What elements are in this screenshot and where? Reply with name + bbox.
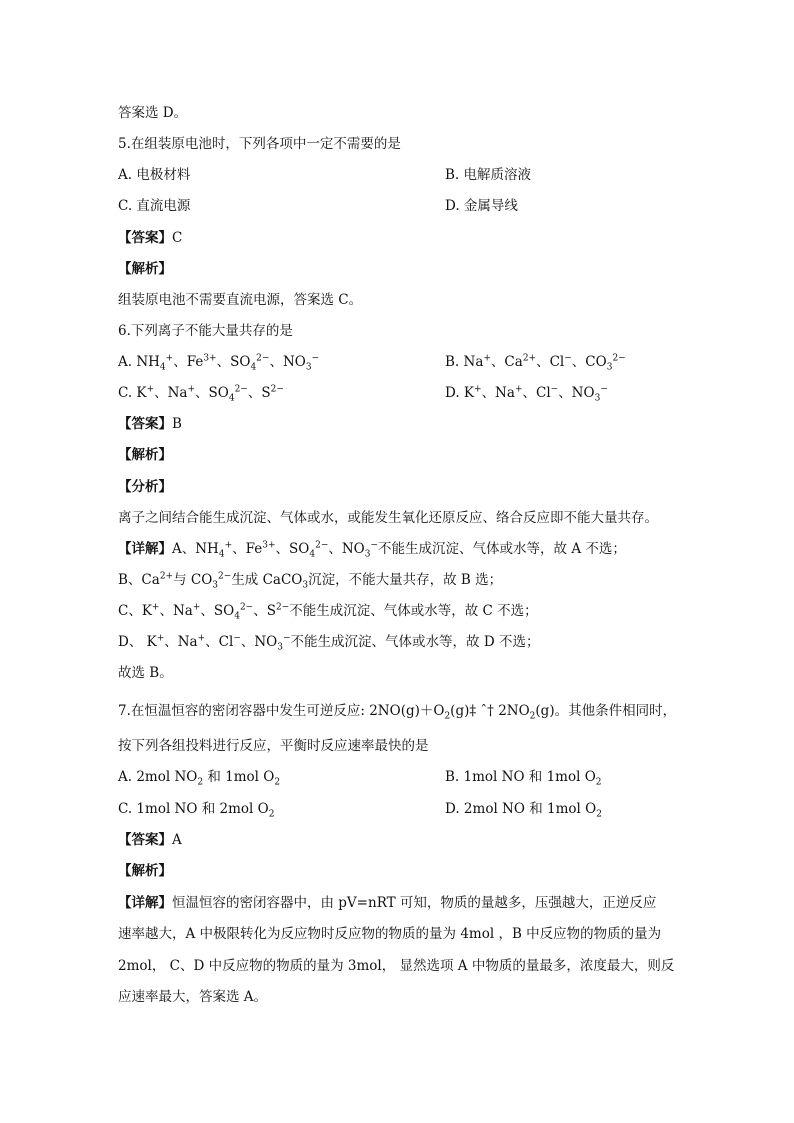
q5-stem: 5.在组装原电池时，下列各项中一定不需要的是 bbox=[118, 136, 401, 152]
q5-option-c: C. 直流电源 bbox=[118, 198, 191, 214]
fenxi-tag: 【分析】 bbox=[118, 479, 172, 495]
answer-value: C bbox=[172, 230, 183, 246]
answer-tag: 【答案】 bbox=[118, 832, 172, 848]
q6-option-b: B. Na+、$Ca^{2+}$、Cl−、$CO_3^{2-}$ bbox=[445, 353, 626, 373]
q6-option-c: C. K+、Na+、$SO_4^{2-}$、$S^{2-}$ bbox=[118, 384, 284, 404]
q7-detail-line-2: 速率越大，A 中极限转化为反应物时反应物的物质的量为 4mol ，B 中反应物的物质的量为 bbox=[118, 926, 662, 942]
q7-detail-line-3: 2mol， C、D 中反应物的物质的量为 3mol， 显然选项 A 中物质的量最多，浓度最大，则反 bbox=[118, 958, 675, 974]
equilibrium-arrow: ‡ ˆ† bbox=[469, 703, 494, 719]
answer-value: B bbox=[172, 416, 182, 432]
q6-detail-b: B、$Ca^{2+}$与 $CO_3^{2-}$生成 CaCO$_3$沉淀，不能大量共存，故 B 选； bbox=[118, 571, 503, 591]
q5-analysis-tag bbox=[118, 259, 172, 279]
previous-answer: 答案选 D。 bbox=[118, 105, 188, 121]
q6-option-d: D. K+、Na+、Cl−、$NO_3^-$ bbox=[445, 384, 608, 404]
q7-answer bbox=[118, 830, 182, 850]
q6-detail-a: 【详解】A、$NH_4^+$、$Fe^{3+}$、$SO_4^{2-}$、$NO_3^-$不能生成沉淀、气体或水等，故 A 不选； bbox=[118, 540, 626, 560]
answer-tag: 【答案】 bbox=[118, 416, 172, 432]
analysis-tag: 【解析】 bbox=[118, 261, 172, 277]
q7-option-b: B. 1mol NO 和 1mol $O_2$ bbox=[445, 769, 602, 788]
q6-answer bbox=[118, 414, 182, 434]
q7-option-c: C. 1mol NO 和 2mol $O_2$ bbox=[118, 801, 275, 820]
analysis-tag: 【解析】 bbox=[118, 863, 172, 879]
answer-value: A bbox=[172, 832, 182, 848]
q6-analysis-tag bbox=[118, 445, 172, 465]
q6-fenxi-tag bbox=[118, 477, 172, 497]
q6-fenxi-text: 离子之间结合能生成沉淀、气体或水，或能发生氧化还原反应、络合反应即不能大量共存。 bbox=[118, 510, 658, 526]
q7-detail-line-1: 【详解】恒温恒容的密闭容器中，由 pV=nRT 可知，物质的量越多，压强越大，正逆反应 bbox=[118, 895, 657, 911]
q5-option-d: D. 金属导线 bbox=[445, 198, 518, 214]
q6-detail-d: D、 K+、Na+、Cl−、$NO_3^-$不能生成沉淀、气体或水等，故 D 不选； bbox=[118, 633, 540, 653]
q5-analysis-text: 组装原电池不需要直流电源，答案选 C。 bbox=[118, 292, 363, 308]
answer-tag: 【答案】 bbox=[118, 230, 172, 246]
q5-option-a: A. 电极材料 bbox=[118, 167, 191, 183]
q7-stem-line-2: 按下列各组投料进行反应，平衡时反应速率最快的是 bbox=[118, 738, 429, 754]
q7-analysis-tag bbox=[118, 861, 172, 881]
q7-option-d: D. 2mol NO 和 1mol $O_2$ bbox=[445, 801, 602, 820]
q7-stem-line-1: 7.在恒温恒容的密闭容器中发生可逆反应: $2NO(g)+O_2(g)\ddagger$ ˆ† $2NO_2(g)$。其他条件相同时， bbox=[118, 703, 677, 722]
q6-detail-c: C、K+、Na+、$SO_4^{2-}$、$S^{2-}$不能生成沉淀、气体或水等，故 C 不选； bbox=[118, 602, 538, 622]
q7-detail-line-4: 应速率最大，答案选 A。 bbox=[118, 989, 268, 1005]
q6-stem: 6.下列离子不能大量共存的是 bbox=[118, 323, 293, 339]
q7-option-a: A. 2mol $NO_2$ 和 1mol $O_2$ bbox=[118, 769, 281, 788]
q6-option-a: A. $NH_4^+$、$Fe^{3+}$、$SO_4^{2-}$、$NO_3^-$ bbox=[118, 353, 320, 373]
q5-answer bbox=[118, 228, 182, 248]
q6-conclusion: 故选 B。 bbox=[118, 665, 173, 681]
q5-option-b: B. 电解质溶液 bbox=[445, 167, 532, 183]
analysis-tag: 【解析】 bbox=[118, 447, 172, 463]
